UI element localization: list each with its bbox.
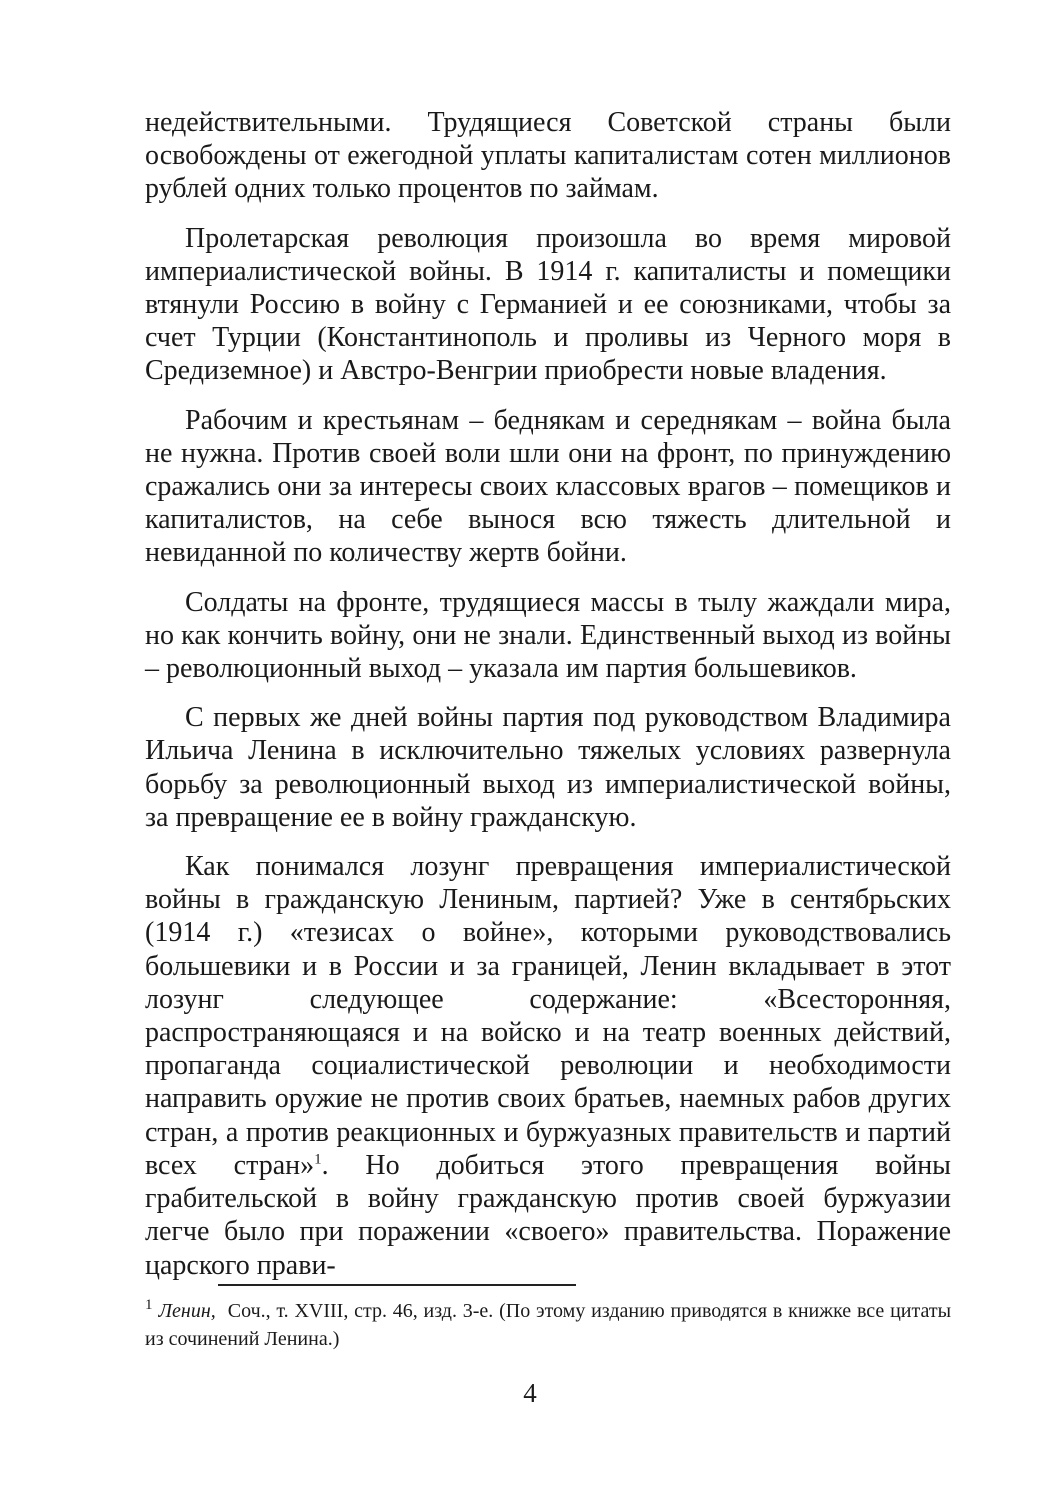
paragraph-6 [145, 850, 951, 1282]
footnote-divider [218, 1284, 576, 1286]
footnote-author: Ленин, [158, 1300, 216, 1322]
footnote-mark: 1 [145, 1297, 153, 1314]
paragraph-5: С первых же дней войны партия под руководством Владимира Ильича Ленина в исключительно тяжелых условиях развернула борьбу за революционный выход из империалистической войны, за превращение ее в войну гражданскую. [145, 702, 951, 833]
paragraph-1: недействительными. Трудящиеся Советской страны были освобождены от ежегодной уплаты капиталистам сотен миллионов рублей одних только процентов по займам. [145, 107, 951, 205]
paragraph-6-text-after: . Но добиться этого превращения войны грабительской в войну гражданскую против своей буржуазии легче было при поражении «своего» правительства. Поражение царского прави- [145, 1149, 951, 1281]
paragraph-2: Пролетарская революция произошла во время мировой империалистической войны. В 1914 г. капиталисты и помещики втянули Россию в войну с Германией и ее союзниками, чтобы за счет Турции (Константинополь и проливы из Черного моря в Средиземное) и Австро-Венгрии приобрести новые владения. [145, 222, 951, 387]
footnote-text: Соч., т. XVIII, стр. 46, изд. 3-е. (По этому изданию приводятся в книжке все цитаты из сочинений Ленина.) [145, 1300, 951, 1350]
paragraph-4: Солдаты на фронте, трудящиеся массы в тылу жаждали мира, но как кончить войну, они не знали. Единственный выход из войны – революционный выход – указала им партия большевиков. [145, 586, 951, 685]
footnote [145, 1297, 951, 1353]
footnote-reference[interactable]: 1 [314, 1151, 322, 1168]
paragraph-6-text-before: Как понимался лозунг превращения империалистической войны в гражданскую Лениным, партией? Уже в сентябрьских (1914 г.) «тезисах о войне», которыми руководствовались большевики и в России и за границей, Ленин вкладывает в этот лозунг следующее содержание: «Всесторонняя, распространяющаяся и на войско и на театр военных действий, пропаганда социалистической революции и необходимости направить оружие не против своих братьев, наемных рабов других стран, а против реакционных и буржуазных правительств и партий всех стран» [145, 851, 951, 1181]
page-number: 4 [523, 1378, 537, 1408]
page-body [145, 106, 951, 1282]
paragraph-3: Рабочим и крестьянам – беднякам и середнякам – война была не нужна. Против своей воли шли они на фронт, по принуждению сражались они за интересы своих классовых врагов – помещиков и капиталистов, на себе вынося всю тяжесть длительной и невиданной по количеству жертв бойни. [145, 404, 951, 569]
